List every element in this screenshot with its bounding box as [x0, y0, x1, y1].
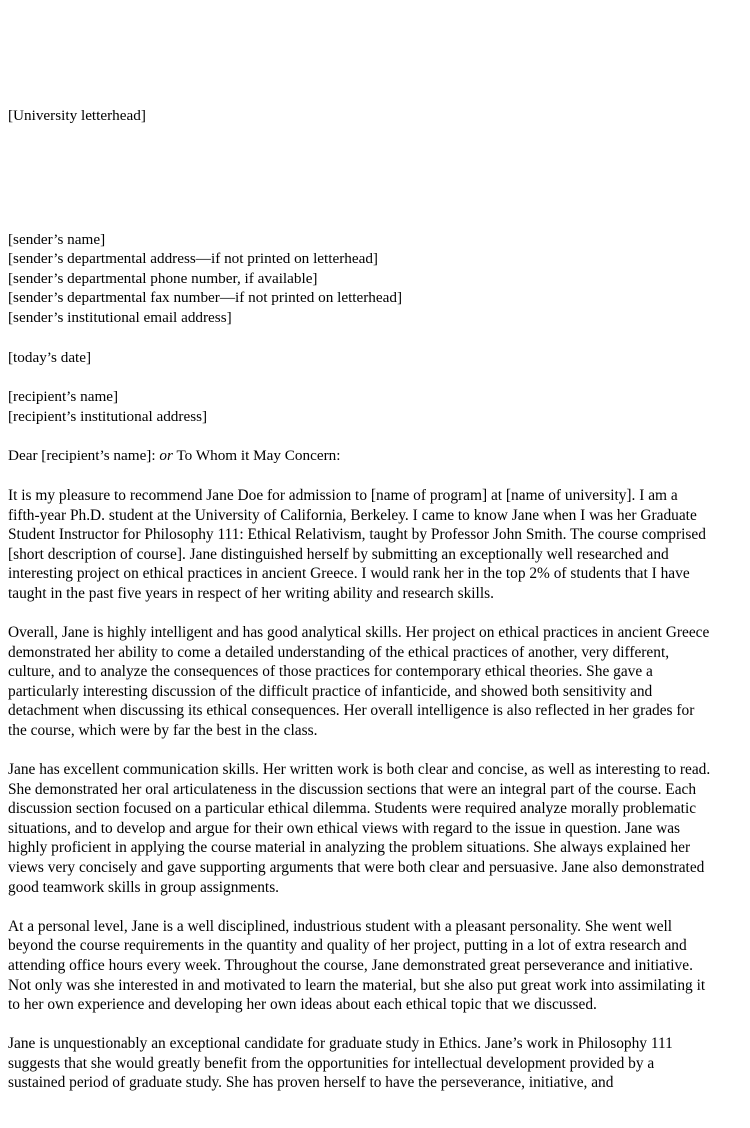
body-paragraph-2: Overall, Jane is highly intelligent and has good analytical skills. Her project on ethical practices in ancient Greece demonstrated her ability to come a detailed understanding of the ethical practices of another, very different, culture, and to analyze the consequences of those practices for contemporary ethical theories. She gave a particularly interesting discussion of the difficult practice of infanticide, and showed both sensitivity and detachment when discussing its ethical consequences. Her overall intelligence is also reflected in her grades for the course, which were by far the best in the class. — [8, 624, 710, 739]
salutation-dear-text: Dear [recipient’s name]: — [8, 447, 156, 465]
date-recipient-spacer — [8, 367, 712, 387]
sender-name-line: [sender’s name] — [8, 230, 106, 248]
body-paragraph-1: It is my pleasure to recommend Jane Doe for admission to [name of program] at [name of university]. I am a fifth-year Ph.D. student at the University of California, Berkeley. I came to know Jane when I was her Graduate Student Instructor for Philosophy 111: Ethical Relativism, taught by Professor John Smith. The course comprised [short description of course]. Jane distinguished herself by submitting an exceptionally well researched and interesting project on ethical practices in ancient Greece. I would rank her in the top 2% of students that I have taught in the past five years in respect of her writing ability and research skills. — [8, 486, 706, 602]
paragraph-gap-2 — [8, 741, 712, 761]
sender-block — [8, 230, 712, 328]
date-line: [today’s date] — [8, 348, 92, 366]
salutation-alternate-text: To Whom it May Concern: — [176, 447, 341, 465]
recipient-address-line: [recipient’s institutional address] — [8, 407, 208, 425]
body-paragraph-4: At a personal level, Jane is a well disciplined, industrious student with a pleasant personality. She went well beyond the course requirements in the quantity and quality of her project, putting in a lot of extra research and attending office hours every week. Throughout the course, Jane demonstrated great perseverance and initiative. Not only was she interested in and motivated to learn the material, but she also put great work into assimilating it to her own experience and developing her own ideas about each ethical topic that we discussed. — [8, 917, 706, 1014]
letterhead-spacer — [8, 126, 712, 230]
recipient-name-line: [recipient’s name] — [8, 388, 119, 406]
sender-phone-line: [sender’s departmental phone number, if available] — [8, 269, 318, 287]
paragraph-gap-4 — [8, 1015, 712, 1035]
salutation-line — [8, 446, 712, 466]
paragraph-gap-1 — [8, 604, 712, 624]
salutation-body-spacer — [8, 466, 712, 486]
letterhead-block — [8, 0, 712, 126]
sender-fax-line: [sender’s departmental fax number—if not printed on letterhead] — [8, 289, 403, 307]
recipient-block — [8, 387, 712, 426]
date-block — [8, 348, 712, 368]
paragraph-gap-3 — [8, 897, 712, 917]
body-paragraph-3: Jane has excellent communication skills. Her written work is both clear and concise, as well as interesting to read. She demonstrated her oral articulateness in the discussion sections that were an integral part of the course. Each discussion section focused on a particular ethical dilemma. Students were required analyze morally problematic situations, and to develop and argue for their own ethical views with regard to the issue in question. Jane was highly proficient in applying the course material in analyzing the problem situations. She always explained her views very concisely and gave supporting arguments that were both clear and persuasive. Jane also demonstrated good teamwork skills in group assignments. — [8, 761, 711, 896]
sender-date-spacer — [8, 328, 712, 348]
sender-address-line: [sender’s departmental address—if not printed on letterhead] — [8, 250, 378, 268]
body-paragraph-5: Jane is unquestionably an exceptional candidate for graduate study in Ethics. Jane’s work in Philosophy 111 suggests that she would greatly benefit from the opportunities for intellectual development provided by a sustained period of graduate study. She has proven herself to have the perseverance, initiative, and — [8, 1035, 673, 1092]
recipient-salutation-spacer — [8, 426, 712, 446]
letterhead-placeholder: [University letterhead] — [8, 107, 146, 124]
sender-email-line: [sender’s institutional email address] — [8, 308, 232, 326]
salutation-or-text: or — [159, 447, 173, 465]
